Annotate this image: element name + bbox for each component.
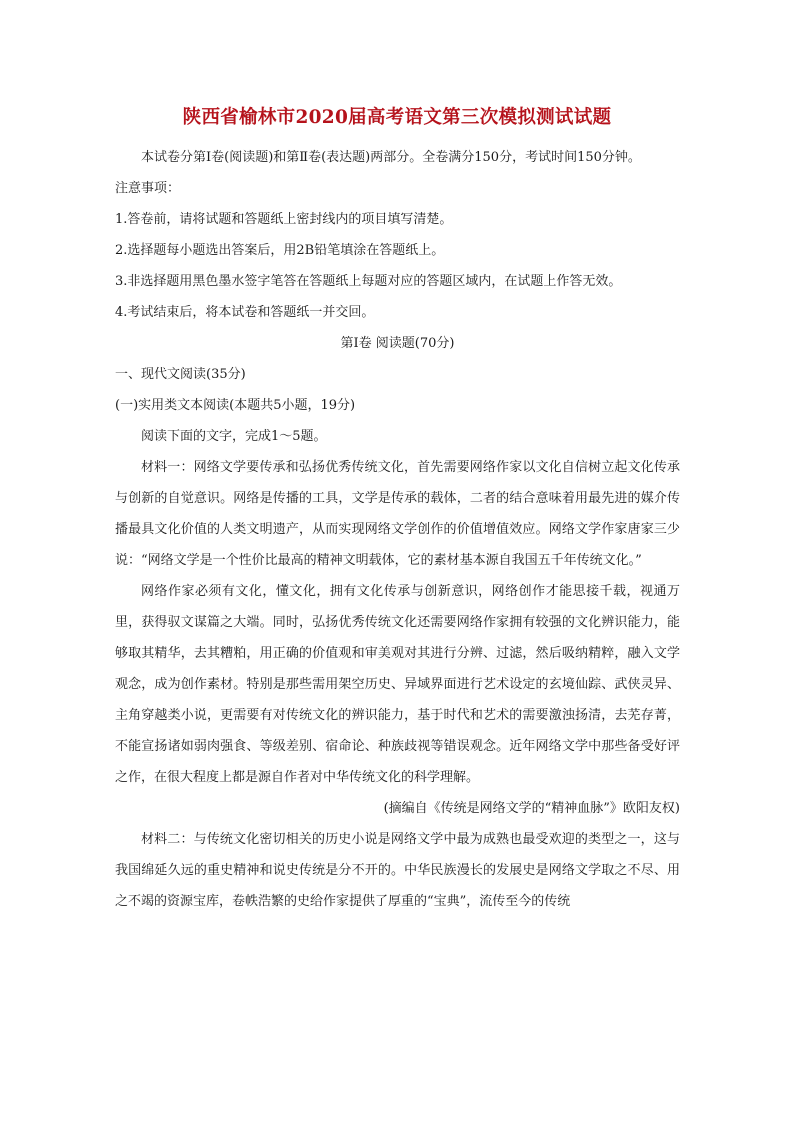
document-body (115, 142, 680, 917)
notice-item: 1.答卷前，请将试题和答题纸上密封线内的项目填写清楚。 (115, 212, 453, 227)
document-title: 陕西省榆林市2020届高考语文第三次模拟测试试题 (182, 107, 612, 128)
material-one-paragraph: 网络作家必须有文化，懂文化，拥有文化传承与创新意识，网络创作才能思接千载，视通万里，获得驭文谋篇之大端。同时，弘扬优秀传统文化还需要网络作家拥有较强的文化辨识能力，能够取其精华，去其糟粕，用正确的价值观和审美观对其进行分辨、过滤，然后吸纳精粹，融入文学观念，成为创作素材。特别是那些需用架空历史、异域界面进行艺术设定的玄境仙踪、武侠灵异、主角穿越类小说，更需要有对传统文化的辨识能力，基于时代和艺术的需要激浊扬清，去芜存菁，不能宣扬诸如弱肉强食、等级差别、宿命论、种族歧视等错误观念。近年网络文学中那些备受好评之作，在很大程度上都是源自作者对中华传统文化的科学理解。 (115, 584, 680, 785)
reading-instruction: 阅读下面的文字，完成1～5题。 (141, 429, 327, 444)
notice-item: 2.选择题每小题选出答案后，用2B铅笔填涂在答题纸上。 (115, 243, 445, 258)
material-one-paragraph: 材料一：网络文学要传承和弘扬优秀传统文化，首先需要网络作家以文化自信树立起文化传承与创新的自觉意识。网络是传播的工具，文学是传承的载体，二者的结合意味着用最先进的媒介传播最具文化价值的人类文明遗产，从而实现网络文学创作的价值增值效应。网络文学作家唐家三少说：“网络文学是一个性价比最高的精神文明载体，它的素材基本源自我国五千年传统文化。” (115, 460, 680, 568)
section-heading: 一、现代文阅读(35分) (115, 367, 246, 382)
material-two-paragraph: 材料二：与传统文化密切相关的历史小说是网络文学中最为成熟也最受欢迎的类型之一，这与我国绵延久远的重史精神和说史传统是分不开的。中华民族漫长的发展史是网络文学取之不尽、用之不竭的资源宝库，卷帙浩繁的史给作家提供了厚重的“宝典”，流传至今的传统 (115, 832, 680, 909)
part-heading: 第Ⅰ卷 阅读题(70分) (340, 336, 455, 351)
material-one-source: (摘编自《传统是网络文学的“精神血脉”》欧阳友权) (383, 801, 680, 816)
notice-heading: 注意事项： (115, 181, 181, 196)
intro-paragraph: 本试卷分第Ⅰ卷(阅读题)和第Ⅱ卷(表达题)两部分。全卷满分150分，考试时间150分钟。 (141, 150, 641, 165)
subsection-heading: (一)实用类文本阅读(本题共5小题，19分) (115, 398, 356, 413)
notice-item: 3.非选择题用黑色墨水签字笔答在答题纸上每题对应的答题区域内，在试题上作答无效。 (115, 274, 622, 289)
notice-item: 4.考试结束后，将本试卷和答题纸一并交回。 (115, 305, 375, 320)
